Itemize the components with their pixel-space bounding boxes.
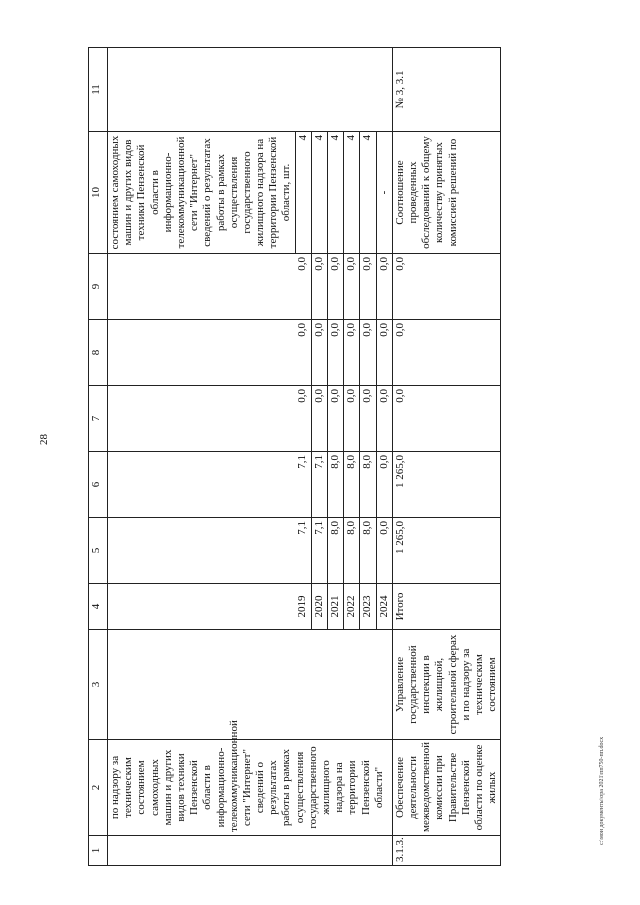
value-cell: 0,0 [376, 386, 392, 452]
value-cell: 7,1 [311, 452, 327, 518]
col-num-11: 11 [89, 48, 108, 132]
year-cell [108, 584, 296, 630]
page-number: 28 [38, 434, 50, 445]
value-cell: 0,0 [328, 254, 344, 320]
col-num-9: 9 [89, 254, 108, 320]
activity-description: по надзору за техническим состоянием самоходных машин и других видов техники Пензенской области в информационно-телекоммуникационной сети "Интернет" сведений о результатах работы в рамках осуществления государственного жилищного надзора на территории Пензенской области" [108, 740, 393, 836]
file-path-footer: c:\мои документы\ора 2021\пп750-пп.docx [599, 736, 605, 845]
value-cell: 8,0 [360, 452, 376, 518]
col-num-7: 7 [89, 386, 108, 452]
link-cell [108, 48, 393, 132]
indicator-description: Соотношение проведенных обследований к общему количеству принятых комиссией решений по [392, 132, 501, 254]
value-cell [108, 452, 296, 518]
col-num-5: 5 [89, 518, 108, 584]
value-cell: 0,0 [328, 320, 344, 386]
responsible-cell: Управление государственной инспекции в жилищной, строительной сферах и по надзору за техническим состоянием [392, 630, 501, 740]
link-cell: № 3, 3.1 [392, 48, 501, 132]
value-cell: 0,0 [344, 386, 360, 452]
value-cell: 1 265,0 [392, 452, 501, 518]
activity-description: Обеспечение деятельности межведомственной комиссии при Правительстве Пензенской области по оценке жилых [392, 740, 501, 836]
value-cell: 8,0 [328, 452, 344, 518]
value-cell: 0,0 [376, 518, 392, 584]
value-cell: 0,0 [392, 320, 501, 386]
year-cell: 2022 [344, 584, 360, 630]
col-num-4: 4 [89, 584, 108, 630]
value-cell: 4 [295, 132, 311, 254]
value-cell: 1 265,0 [392, 518, 501, 584]
col-num-6: 6 [89, 452, 108, 518]
row-number-cell: 3.1.3. [392, 836, 501, 866]
year-cell: 2019 [295, 584, 311, 630]
value-cell: 4 [311, 132, 327, 254]
col-num-2: 2 [89, 740, 108, 836]
value-cell: 0,0 [295, 386, 311, 452]
col-num-8: 8 [89, 320, 108, 386]
col-num-10: 10 [89, 132, 108, 254]
year-cell: Итого [392, 584, 501, 630]
value-cell: 0,0 [311, 254, 327, 320]
value-cell [108, 320, 296, 386]
column-number-row [89, 48, 108, 866]
value-cell: 0,0 [376, 452, 392, 518]
year-cell: 2023 [360, 584, 376, 630]
year-cell: 2020 [311, 584, 327, 630]
value-cell: 0,0 [360, 386, 376, 452]
value-cell: 7,1 [295, 452, 311, 518]
value-cell: 0,0 [392, 254, 501, 320]
col-num-3: 3 [89, 630, 108, 740]
value-cell: 8,0 [344, 452, 360, 518]
value-cell [108, 386, 296, 452]
value-cell: 0,0 [392, 386, 501, 452]
year-cell: 2021 [328, 584, 344, 630]
value-cell: 4 [328, 132, 344, 254]
value-cell: 0,0 [311, 386, 327, 452]
value-cell [108, 254, 296, 320]
value-cell: 0,0 [360, 254, 376, 320]
value-cell: 0,0 [344, 254, 360, 320]
value-cell [108, 518, 296, 584]
value-cell: 0,0 [328, 386, 344, 452]
value-cell: - [376, 132, 392, 254]
value-cell: 8,0 [344, 518, 360, 584]
value-cell: 0,0 [344, 320, 360, 386]
value-cell: 0,0 [311, 320, 327, 386]
col-num-1: 1 [89, 836, 108, 866]
value-cell: 4 [360, 132, 376, 254]
value-cell: 0,0 [295, 320, 311, 386]
table-row [108, 48, 296, 866]
responsible-cell [108, 630, 393, 740]
value-cell: 8,0 [328, 518, 344, 584]
value-cell: 8,0 [360, 518, 376, 584]
value-cell: 7,1 [295, 518, 311, 584]
year-cell: 2024 [376, 584, 392, 630]
value-cell: 0,0 [295, 254, 311, 320]
value-cell: 7,1 [311, 518, 327, 584]
value-cell: 4 [344, 132, 360, 254]
value-cell: 0,0 [360, 320, 376, 386]
table-row [392, 48, 501, 866]
program-table [88, 47, 501, 866]
value-cell: 0,0 [376, 320, 392, 386]
row-number-cell [108, 836, 393, 866]
value-cell: 0,0 [376, 254, 392, 320]
indicator-description: состоянием самоходных машин и других видов техники Пензенской области в информационно-телекоммуникационной сети "Интернет" сведений о результатах работы в рамках осуществления государственного жилищного надзора на территории Пензенской области, шт. [108, 132, 296, 254]
rotated-page [88, 48, 586, 866]
